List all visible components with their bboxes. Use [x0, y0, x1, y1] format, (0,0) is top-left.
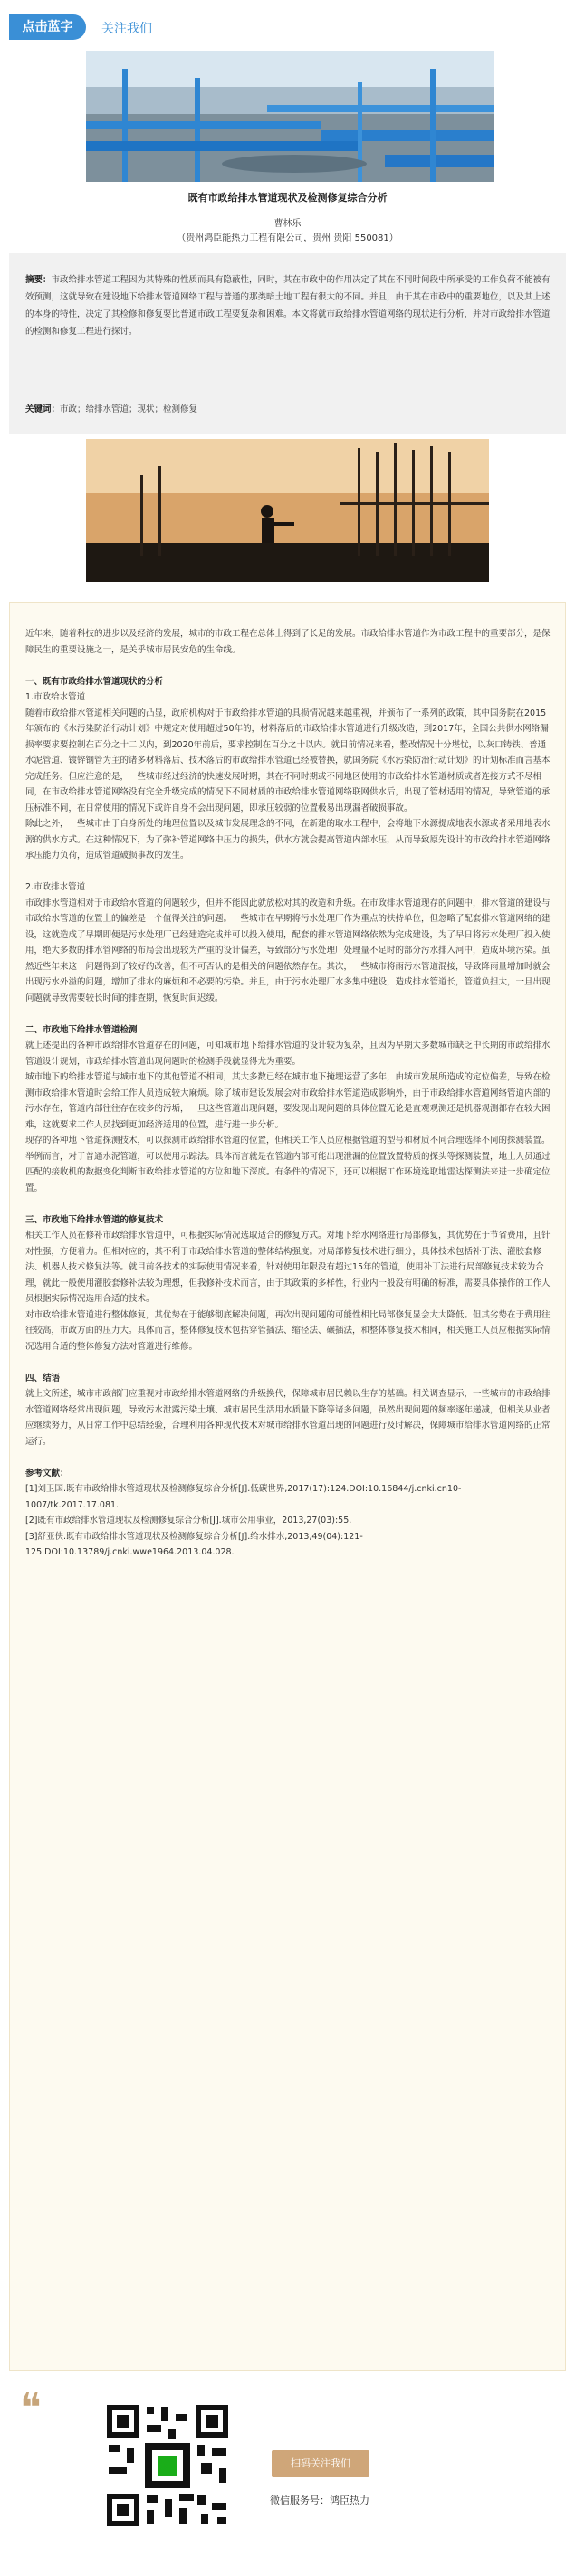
- reference-2[interactable]: [2]既有市政给排水管道现状及检测修复综合分析[J].城市公用事业，2013,27(03):55.: [25, 1516, 352, 1526]
- section-4-para-1: 就上文所述，城市市政部门应重视对市政给排水管道网络的升级换代，保障城市居民赖以生存的基础。相关调查显示，一些城市的市政给排水管道网络经常出现问题，导致污水泄露污染土壤、城市居民生活用水质量下降等诸多问题，虽然出现问题的频率逐年递减，但相关从业者应继续努力，从日常工作中总结经验，合理利用各种现代技术对城市给排水管道出现的问题进行及时解决，保障城市给排水管道网络的正常运行。: [25, 1389, 551, 1447]
- keywords-value: 市政；给排水管道；现状；检测修复: [60, 404, 198, 414]
- section-1-para-1: 随着市政给排水管道相关问题的凸显，政府机构对于市政给排水管道的具损情况越来越重视，并颁布了一系列的政策，其中国务院在2015年颁布的《水污染防治行动计划》中规定对使用超过50年的，材料落后的市政给排水管道进行升级改造，到2017年，全国公共供水网络漏损率要求要控制在百分之十二以内，到2020年前后，要求控制在百分之十以内。就目前情况来看，整改情况十分堪忧，以灰口铸铁、普通水泥管道、镀锌钢管为主的诸多材料落后、技术落后的市政给排水管道已经被替换，就国务院《水污染防治行动计划》的计划标准而言基本完成任务。但应注意的是，一些城市经过经济的快速发展时期，其在不同时期或不同地区使用的市政给排水管道材质或者连接方式不尽相同，在市政给排水管道网络没有完全升级完成的情况下不同材质的市政给排水管道网络联网供水后，出现了管材适用的情况，导致管道的承压标准不同，在日常使用的情况下或许自身不会出现问题，即承压较弱的位置极易出现漏者破损事故。: [25, 708, 551, 813]
- construction-photo: [86, 439, 489, 582]
- abstract-body: 市政给排水管道工程因为其特殊的性质而具有隐蔽性，同时，其在市政中的作用决定了其在不同时间段中所承受的工作负荷不能被有效预测，这就导致在建设地下给排水管道网络工程与普通的那类暗土地工程有很大的不同。并且，由于其在市政中的重要地位，以及其上述的本身的特性，决定了其检修和修复要比普通市政工程要复杂和困难。本文将就市政给排水管道网络的现状进行分析，并对市政给排水管道的检测和修复工程进行探讨。: [25, 275, 551, 337]
- article-title: 既有市政给排水管道现状及检测修复综合分析: [187, 192, 388, 204]
- section-3-para-2: 对市政给排水管道进行整体修复，其优势在于能够彻底解决问题，再次出现问题的可能性相比局部修复显会大大降低。但其劣势在于费用往往较高，市政方面的压力大。具体而言，整体修复技术包括穿管插法、缩径法、碾插法，和整体修复技术相同，相关施工人员应根据实际情况选用合适的整体修复方法对管道进行维修。: [25, 1309, 551, 1352]
- section-1-sub-2: 2.市政排水管道: [25, 882, 86, 892]
- quote-mark-icon: ❝: [20, 2385, 42, 2431]
- references-title: 参考文献：: [25, 1468, 69, 1478]
- hero-image-water-treatment: [86, 51, 494, 182]
- section-2-title: 二、市政地下给排水管道检测: [25, 1024, 138, 1035]
- section-2-para-3: 现存的各种地下管道探测技术，可以探测市政给排水管道的位置，但相关工作人员应根据管道的型号和材质不同合理选择不同的探测装置。举例而言，对于普通水泥管道，可以使用示踪法。具体而言就是在管道内部可能出现泄漏的位置放置特质的探头等探测装置，地上人员通过匹配的接收机的数据变化判断市政给排水管道的方位和地下深度。有条件的情况下，还可以根据工作环境选取地雷达探测法来进一步确定位置。: [25, 1136, 551, 1193]
- section-2-para-1: 就上述提出的各种市政给排水管道存在的问题，可知城市地下给排水管道的设计较为复杂，且因为早期大多数城市缺乏中长期的市政给排水管道设计规划，市政给排水管道出现问题时的检测手段就显得尤为重要。: [25, 1041, 551, 1067]
- wechat-account-label: 微信服务号：鸿臣热力: [270, 2495, 369, 2506]
- follow-link[interactable]: 关注我们: [101, 22, 152, 36]
- section-1-title: 一、既有市政给排水管道现状的分析: [25, 676, 164, 687]
- qr-code[interactable]: [100, 2398, 235, 2533]
- section-3-title: 三、市政地下给排水管道的修复技术: [25, 1214, 164, 1225]
- follow-badge[interactable]: 点击蓝字: [9, 14, 86, 40]
- section-4-title: 四、结语: [25, 1373, 61, 1383]
- section-3-para-1: 相关工作人员在修补市政给排水管道中，可根据实际情况选取适合的修复方式。对地下给水网络进行局部修复，其优势在于节省费用，且针对性强，方便着力。但相对应的，其不利于市政给排水管道的整体结构强度。对局部修复技术进行细分，具体技术包括补丁法、灌胶套修法、机器人技术修复法等。就目前各技术的实际使用情况来看，针对使用年限没有超过15年的管道，使用补丁法进行局部修复技术较为合理，就此一般使用灌胶套修补法较为理想，但我修补技术而言，由于其政策的多样性，行业内一般没有明确的标准，需要具体操作的工作人员根据实际情况选用合适的技术。: [25, 1231, 551, 1304]
- abstract-label: 摘要：: [25, 275, 52, 285]
- qr-code-icon: [100, 2398, 235, 2533]
- pipes-illustration: [86, 51, 494, 182]
- section-1-para-3: 市政排水管道相对于市政给水管道的问题较少，但并不能因此就放松对其的改造和升级。在市政排水管道现存的问题中，排水管道的建设与市政给水管道的位置上的偏差是一个值得关注的问题。一些城市在早期将污水处理厂作为重点的扶持单位，但忽略了配套排水管道网络的建设，这就造成了早期即便是污水处理厂已经建造完成并可以投入使用，配套的排水管道网络依然为完成建设，为了早日将污水处理厂投入使用，绝大多数的排水管网络的布局会出现较为严重的设计偏差，导致部分污水处理厂处理量不足时的部分污水排入河中，造成环境污染。虽然近些年来这一问题得到了较好的改善，但不可否认的是相关的问题依然存在。其次，一些城市将雨污水管道混接，导致降雨量增加时就会出现污水外溢的问题，增加了排水的麻烦和不必要的污染。并且，由于污水处理厂水多集中建设，造成排水管道长，管道负担大，一旦出现问题就导致需要较长时间的排查期，恢复时间迟缓。: [25, 898, 551, 1003]
- keywords-label: 关键词：: [25, 404, 61, 414]
- scan-follow-button[interactable]: 扫码关注我们: [272, 2450, 369, 2477]
- section-2-para-2: 城市地下的给排水管道与城市地下的其他管道不相同，其大多数已经在城市地下掩埋运营了多年，由城市发展所造成的定位偏差，导致在检测市政给排水管道时会给工作人员造成较大麻烦。除了城市建设发展会对市政给排水管道造成影响外，由于市政给排水管道网络管道内部的污水存在，管道内部往往存在较多的污垢，一旦这些管道出现问题，要发现出现问题的具体位置无论是直观观测还是机器观测都存在较大困难，这就要求工作人员找到更加经济适用的位置，进行进一步分析。: [25, 1072, 551, 1130]
- section-1-para-2: 除此之外，一些城市由于自身所处的地理位置以及城市发展理念的不同，在新建的取水工程中，会将地下水源提成地表水源或者采用地表水源的供水方式。在这种情况下，为了弥补管道网络中压力的损失，供水方就会提高管道内部水压，从而导致原先设计的市政给排水管道网络承压能力负荷，造成管道破损事故的发生。: [25, 819, 551, 860]
- section-1-sub-1: 1.市政给水管道: [25, 692, 86, 702]
- reference-1[interactable]: [1]刘卫国.既有市政给排水管道现状及检测修复综合分析[J].低碳世界,2017(17):124.DOI:10.16844/j.cnki.cn10-1007/tk.2017.17.081.: [25, 1484, 462, 1510]
- keywords-line: [25, 402, 551, 414]
- article-author: 曹林乐: [273, 219, 302, 229]
- article-body: [25, 626, 551, 1561]
- reference-3[interactable]: [3]舒亚侠.既有市政给排水管道现状及检测修复综合分析[J].给水排水,2013,49(04):121-125.DOI:10.13789/j.cnki.wwe1964.2013.04.028.: [25, 1531, 363, 1557]
- worker-silhouette-illustration: [86, 439, 489, 582]
- abstract-text: [25, 271, 551, 340]
- top-bar: [0, 0, 575, 54]
- intro-paragraph: 近年来，随着科技的进步以及经济的发展，城市的市政工程在总体上得到了长足的发展。市政给排水管道作为市政工程中的重要部分，是保障民生的重要设施之一，是关乎城市居民安危的生命线。: [25, 629, 551, 655]
- article-affiliation: （贵州鸿臣能热力工程有限公司，贵州 贵阳 550081）: [177, 233, 398, 243]
